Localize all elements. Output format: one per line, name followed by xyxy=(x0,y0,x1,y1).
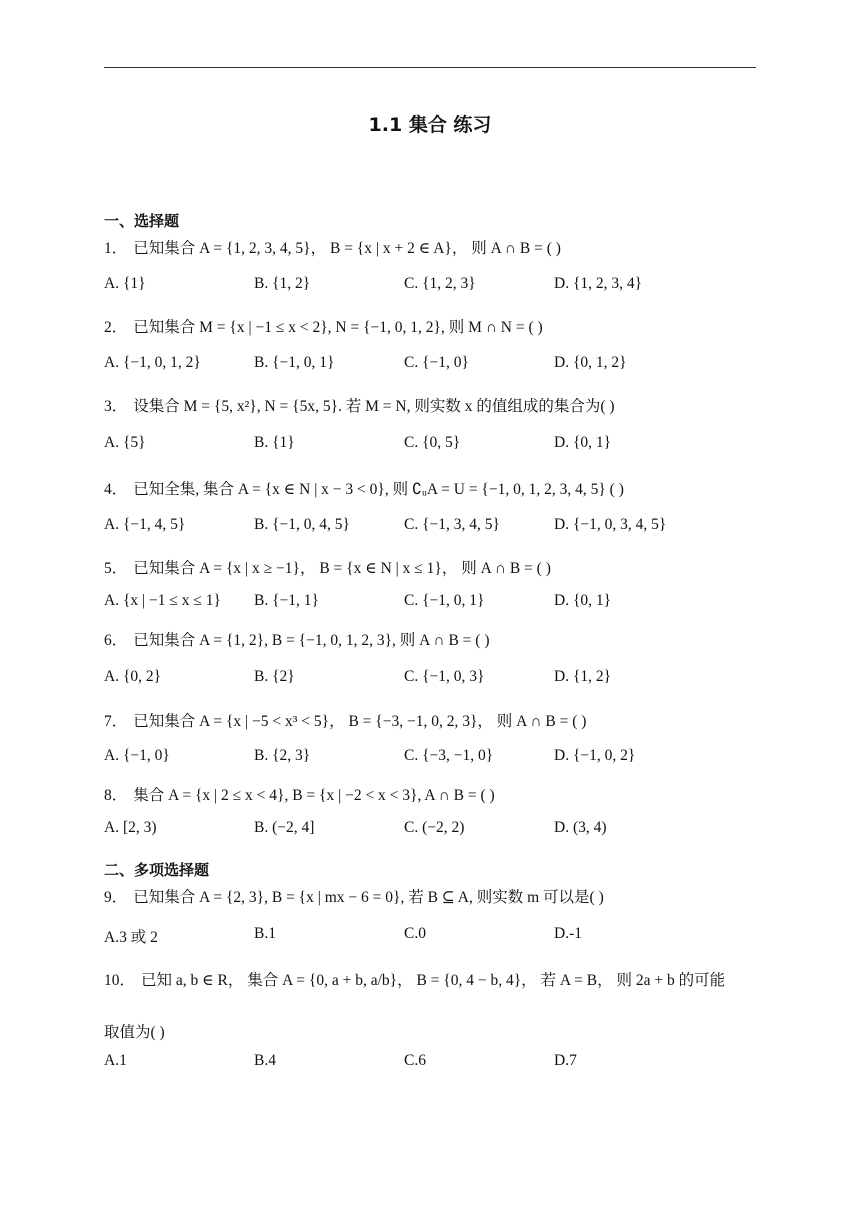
question-1-options xyxy=(104,275,744,297)
question-10-options xyxy=(104,1052,744,1074)
option-b: B.4 xyxy=(254,1052,276,1069)
option-a: A.1 xyxy=(104,1052,127,1069)
question-1 xyxy=(104,236,561,258)
option-c: C. {−3, −1, 0} xyxy=(404,747,494,764)
question-text: 已知集合 A = {x | −5 < x³ < 5}， B = {−3, −1, 0, 2, 3}， 则 A ∩ B = ( ) xyxy=(133,713,587,730)
option-d: D. {1, 2, 3, 4} xyxy=(554,275,643,292)
option-a: A. {−1, 0} xyxy=(104,747,170,764)
question-number: 4． xyxy=(104,481,128,498)
question-7 xyxy=(104,709,586,731)
option-c: C.0 xyxy=(404,925,426,942)
question-2 xyxy=(104,315,543,337)
header-rule xyxy=(104,67,756,68)
question-6-options xyxy=(104,668,744,690)
option-a: A. {0, 2} xyxy=(104,668,162,685)
question-number: 10． xyxy=(104,972,136,989)
option-c: C. {1, 2, 3} xyxy=(404,275,476,292)
question-number: 1． xyxy=(104,240,128,257)
option-b: B. {2, 3} xyxy=(254,747,311,764)
option-a: A. [2, 3) xyxy=(104,819,157,836)
page-title: 1.1 集合 练习 xyxy=(368,114,492,136)
option-b: B. {2} xyxy=(254,668,295,685)
question-number: 3． xyxy=(104,398,128,415)
option-d: D.7 xyxy=(554,1052,577,1069)
question-text: 已知 a, b ∈ R， 集合 A = {0, a + b, a/b}， B = {0, 4 − b, 4}， 若 A = B， 则 2a + b 的可能 xyxy=(141,972,726,989)
option-d: D. {0, 1} xyxy=(554,434,612,451)
question-text: 设集合 M = {5, x²}, N = {5x, 5}. 若 M = N, 则实数 x 的值组成的集合为( ) xyxy=(133,398,615,415)
question-4-options xyxy=(104,516,744,538)
question-text: 集合 A = {x | 2 ≤ x < 4}, B = {x | −2 < x < 3}, A ∩ B = ( ) xyxy=(133,787,495,804)
option-c: C. {−1, 0, 3} xyxy=(404,668,485,685)
section-heading-multiple-choice: 二、多项选择题 xyxy=(104,861,210,879)
question-10-continuation: 取值为( ) xyxy=(104,1024,165,1041)
question-number: 7． xyxy=(104,713,128,730)
question-8-options xyxy=(104,819,744,841)
option-b: B. {1} xyxy=(254,434,295,451)
option-d: D. {0, 1} xyxy=(554,592,612,609)
option-c: C. {−1, 3, 4, 5} xyxy=(404,516,500,533)
question-number: 2． xyxy=(104,319,128,336)
option-c: C. {−1, 0, 1} xyxy=(404,592,485,609)
option-d: D. {−1, 0, 3, 4, 5} xyxy=(554,516,667,533)
option-c: C.6 xyxy=(404,1052,426,1069)
question-number: 5． xyxy=(104,560,128,577)
option-b: B. {−1, 0, 4, 5} xyxy=(254,516,350,533)
option-b: B.1 xyxy=(254,925,276,942)
option-b: B. (−2, 4] xyxy=(254,819,315,836)
question-text: 已知集合 A = {x | x ≥ −1}， B = {x ∈ N | x ≤ 1}， 则 A ∩ B = ( ) xyxy=(133,560,551,577)
option-a: A. {x | −1 ≤ x ≤ 1} xyxy=(104,592,221,609)
question-3 xyxy=(104,394,615,416)
question-text: 已知集合 A = {1, 2, 3, 4, 5}， B = {x | x + 2 ∈ A}， 则 A ∩ B = ( ) xyxy=(133,240,561,257)
question-text: 已知集合 A = {1, 2}, B = {−1, 0, 1, 2, 3}, 则 A ∩ B = ( ) xyxy=(133,632,490,649)
option-d: D. {−1, 0, 2} xyxy=(554,747,636,764)
question-10 xyxy=(104,968,725,990)
question-text: 已知全集, 集合 A = {x ∈ N | x − 3 < 0}, 则 ∁ᵤA = U = {−1, 0, 1, 2, 3, 4, 5} ( ) xyxy=(133,481,624,498)
option-a: A. {1} xyxy=(104,275,146,292)
option-b: B. {−1, 1} xyxy=(254,592,319,609)
question-4 xyxy=(104,477,624,499)
question-number: 8． xyxy=(104,787,128,804)
option-d: D. (3, 4) xyxy=(554,819,607,836)
option-c: C. (−2, 2) xyxy=(404,819,465,836)
option-a: A. {−1, 0, 1, 2} xyxy=(104,354,201,371)
question-9 xyxy=(104,885,604,907)
option-c: C. {−1, 0} xyxy=(404,354,469,371)
option-d: D.-1 xyxy=(554,925,582,942)
option-d: D. {1, 2} xyxy=(554,668,612,685)
option-a: A.3 或 2 xyxy=(104,929,158,946)
question-5 xyxy=(104,556,551,578)
question-2-options xyxy=(104,354,744,376)
option-d: D. {0, 1, 2} xyxy=(554,354,627,371)
question-text: 已知集合 M = {x | −1 ≤ x < 2}, N = {−1, 0, 1, 2}, 则 M ∩ N = ( ) xyxy=(133,319,543,336)
question-number: 6． xyxy=(104,632,128,649)
section-heading-single-choice: 一、选择题 xyxy=(104,212,180,230)
option-b: B. {−1, 0, 1} xyxy=(254,354,335,371)
question-8 xyxy=(104,783,495,805)
option-a: A. {5} xyxy=(104,434,146,451)
question-9-options xyxy=(104,925,744,947)
option-a: A. {−1, 4, 5} xyxy=(104,516,186,533)
option-c: C. {0, 5} xyxy=(404,434,461,451)
question-6 xyxy=(104,628,490,650)
option-b: B. {1, 2} xyxy=(254,275,311,292)
question-number: 9． xyxy=(104,889,128,906)
question-7-options xyxy=(104,747,744,769)
question-5-options xyxy=(104,592,744,614)
question-3-options xyxy=(104,434,744,456)
question-text: 已知集合 A = {2, 3}, B = {x | mx − 6 = 0}, 若 B ⊆ A, 则实数 m 可以是( ) xyxy=(133,889,604,906)
